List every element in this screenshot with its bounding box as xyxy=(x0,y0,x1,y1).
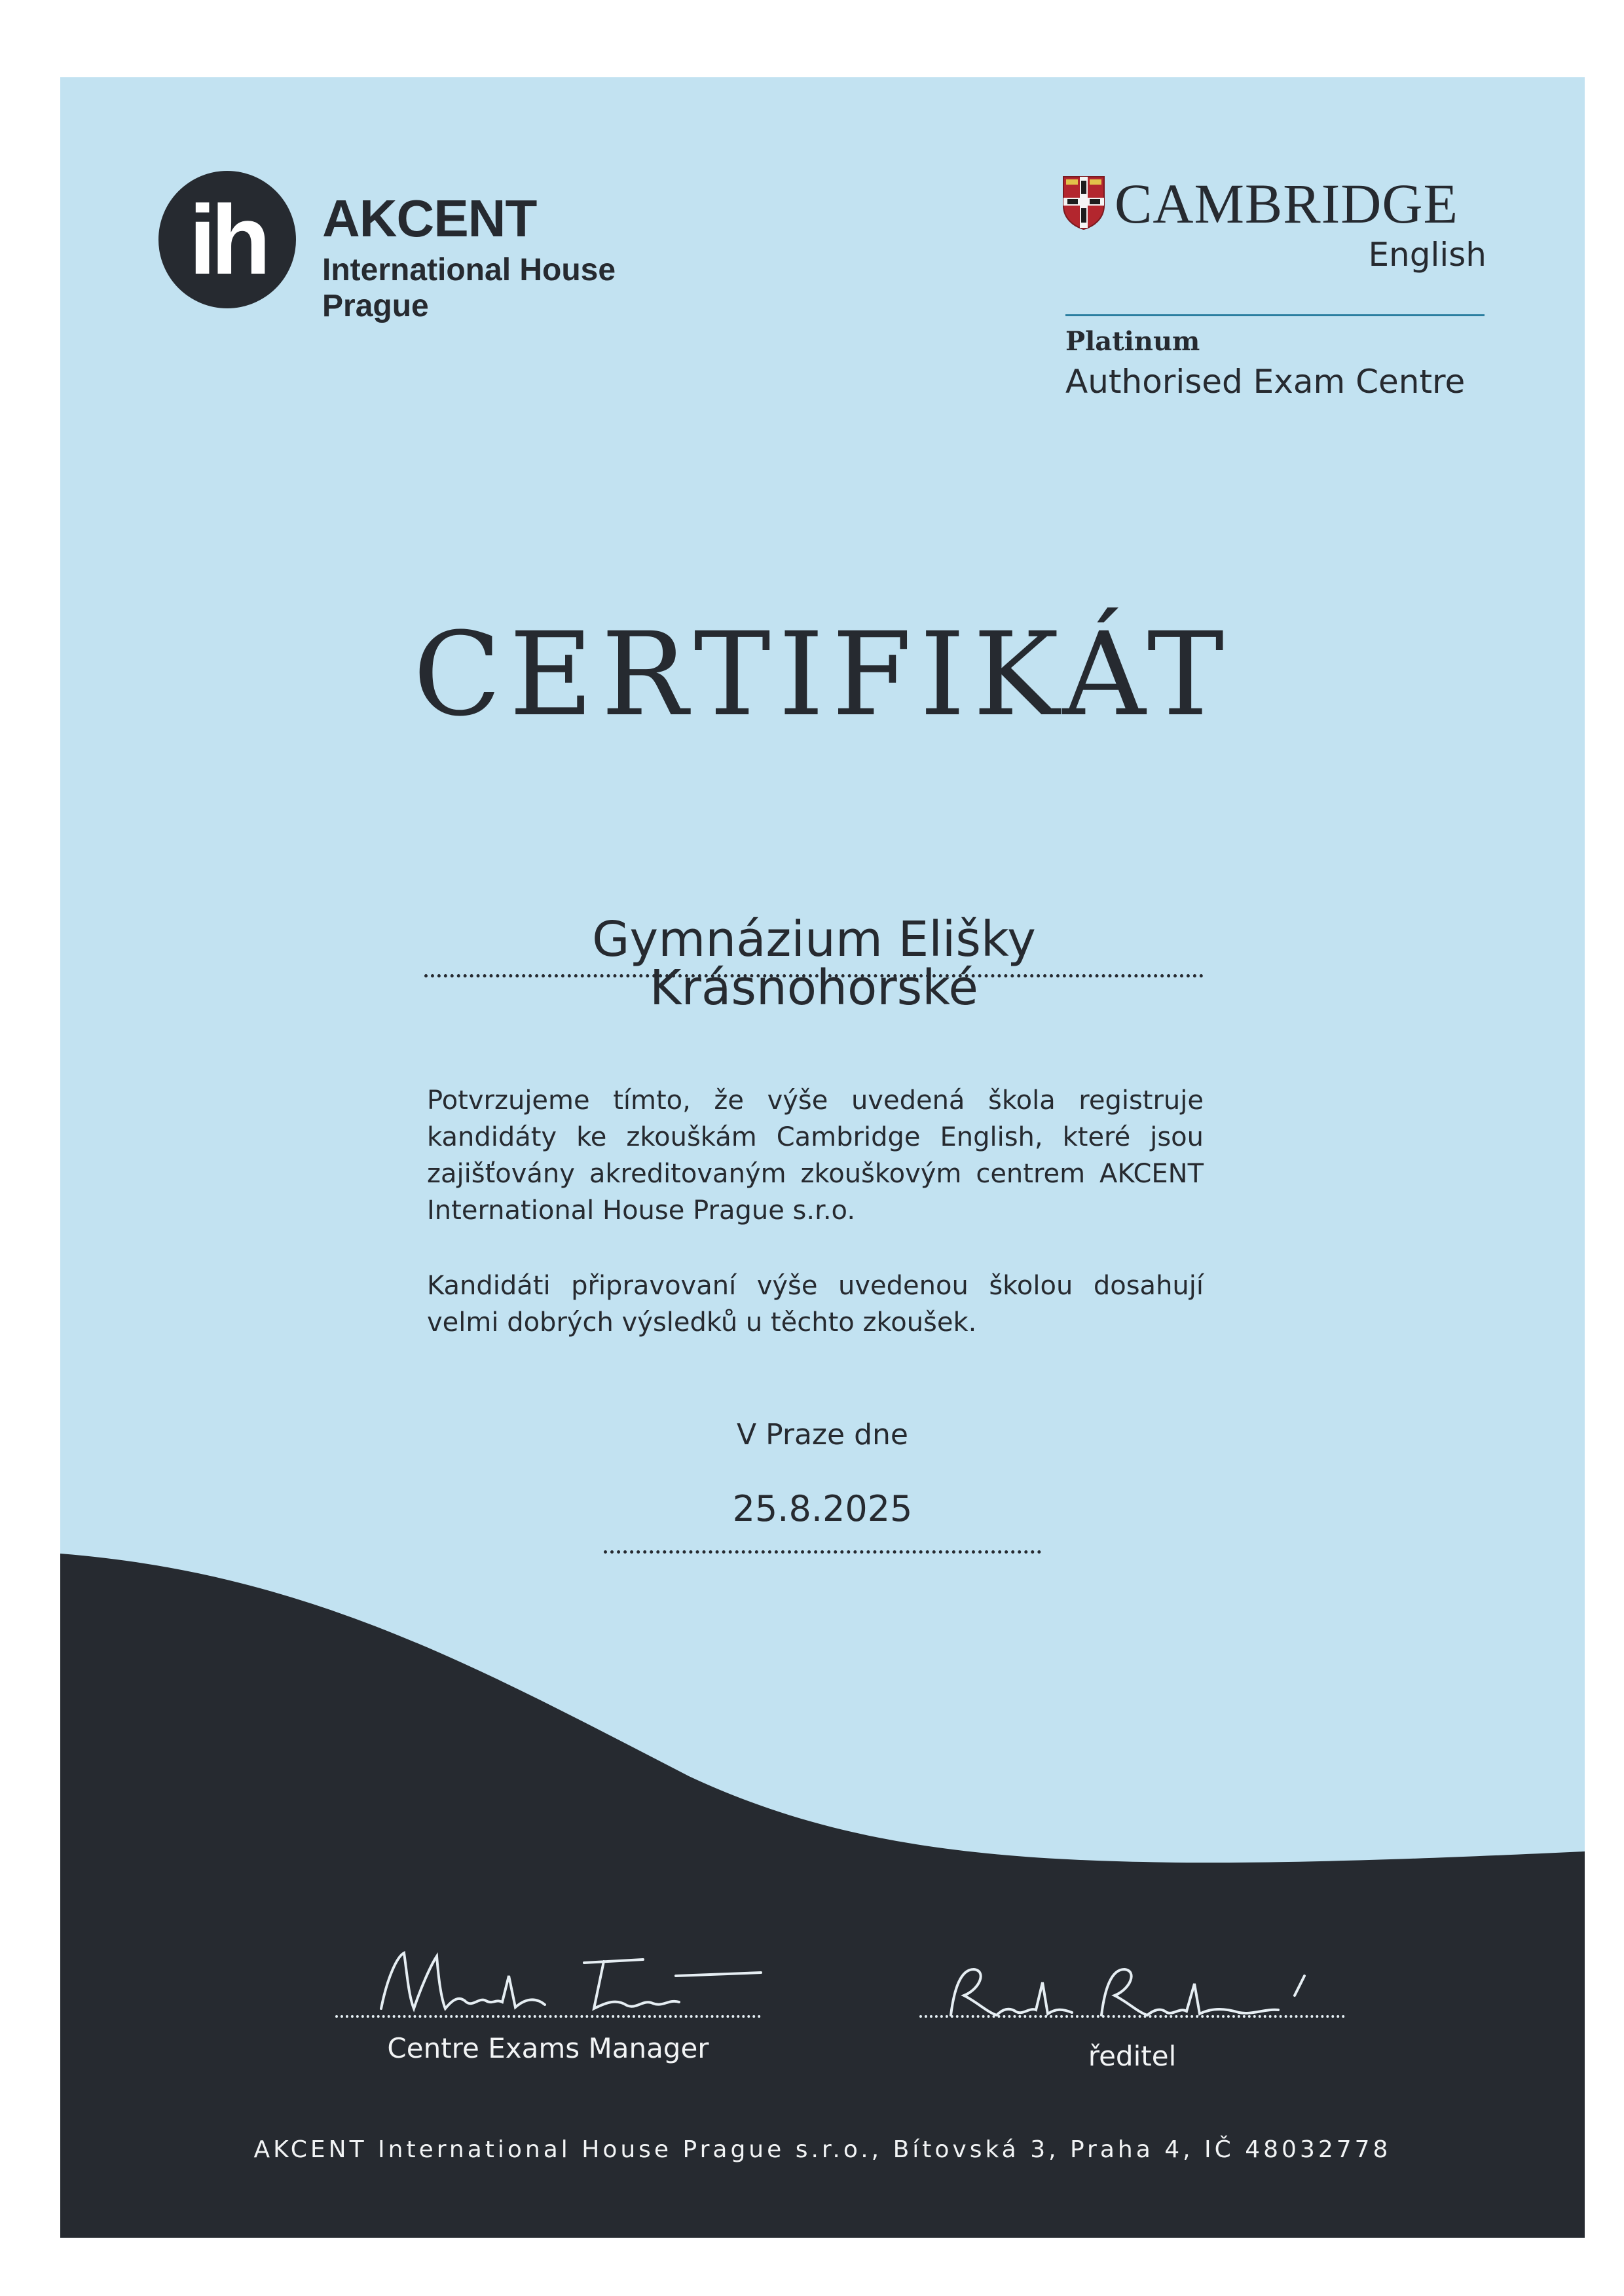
certificate-sheet xyxy=(60,77,1585,2238)
right-signature-line xyxy=(919,2015,1345,2018)
footer-company-info: AKCENT International House Prague s.r.o., Bítovská 3, Praha 4, IČ 48032778 xyxy=(253,2136,1392,2163)
issue-date: 25.8.2025 xyxy=(732,1488,913,1529)
certificate-title: CERTIFIKÁT xyxy=(413,608,1232,742)
centre-type: Authorised Exam Centre xyxy=(1065,363,1466,401)
recipient-name: Gymnázium Elišky Krásnohorské xyxy=(592,911,1036,1016)
ih-logo-icon: ih xyxy=(158,171,296,308)
date-dotted-line xyxy=(604,1550,1041,1554)
ih-brand-subtitle xyxy=(322,253,616,324)
cambridge-shield-icon xyxy=(1062,175,1105,230)
cambridge-english: English xyxy=(1368,236,1486,274)
confirmation-paragraph: Potvrzujeme tímto, že výše uvedená škola registruje kandidáty ke zkouškám Cambridge English, které jsou zajišťovány akreditovaným zkouškovým centrem AKCENT International House Prague s.r.o. xyxy=(427,1085,1204,1226)
recipient-dotted-line xyxy=(424,974,1204,977)
ih-subtitle-line2: Prague xyxy=(322,288,429,323)
left-signature xyxy=(368,1937,774,2035)
left-signatory-role: Centre Exams Manager xyxy=(387,2032,709,2064)
ih-brand-name: AKCENT xyxy=(322,189,537,247)
left-signature-line xyxy=(335,2015,761,2018)
centre-level: Platinum xyxy=(1065,326,1200,357)
right-signatory-role: ředitel xyxy=(1088,2040,1177,2072)
ih-subtitle-line1: International House xyxy=(322,253,616,287)
right-signature xyxy=(938,1950,1344,2035)
cambridge-divider xyxy=(1065,314,1485,316)
cambridge-name: CAMBRIDGE xyxy=(1115,172,1459,235)
results-paragraph: Kandidáti připravovaní výše uvedenou školou dosahují velmi dobrých výsledků u těchto zkoušek. xyxy=(427,1271,1204,1338)
place-label: V Praze dne xyxy=(737,1418,908,1451)
